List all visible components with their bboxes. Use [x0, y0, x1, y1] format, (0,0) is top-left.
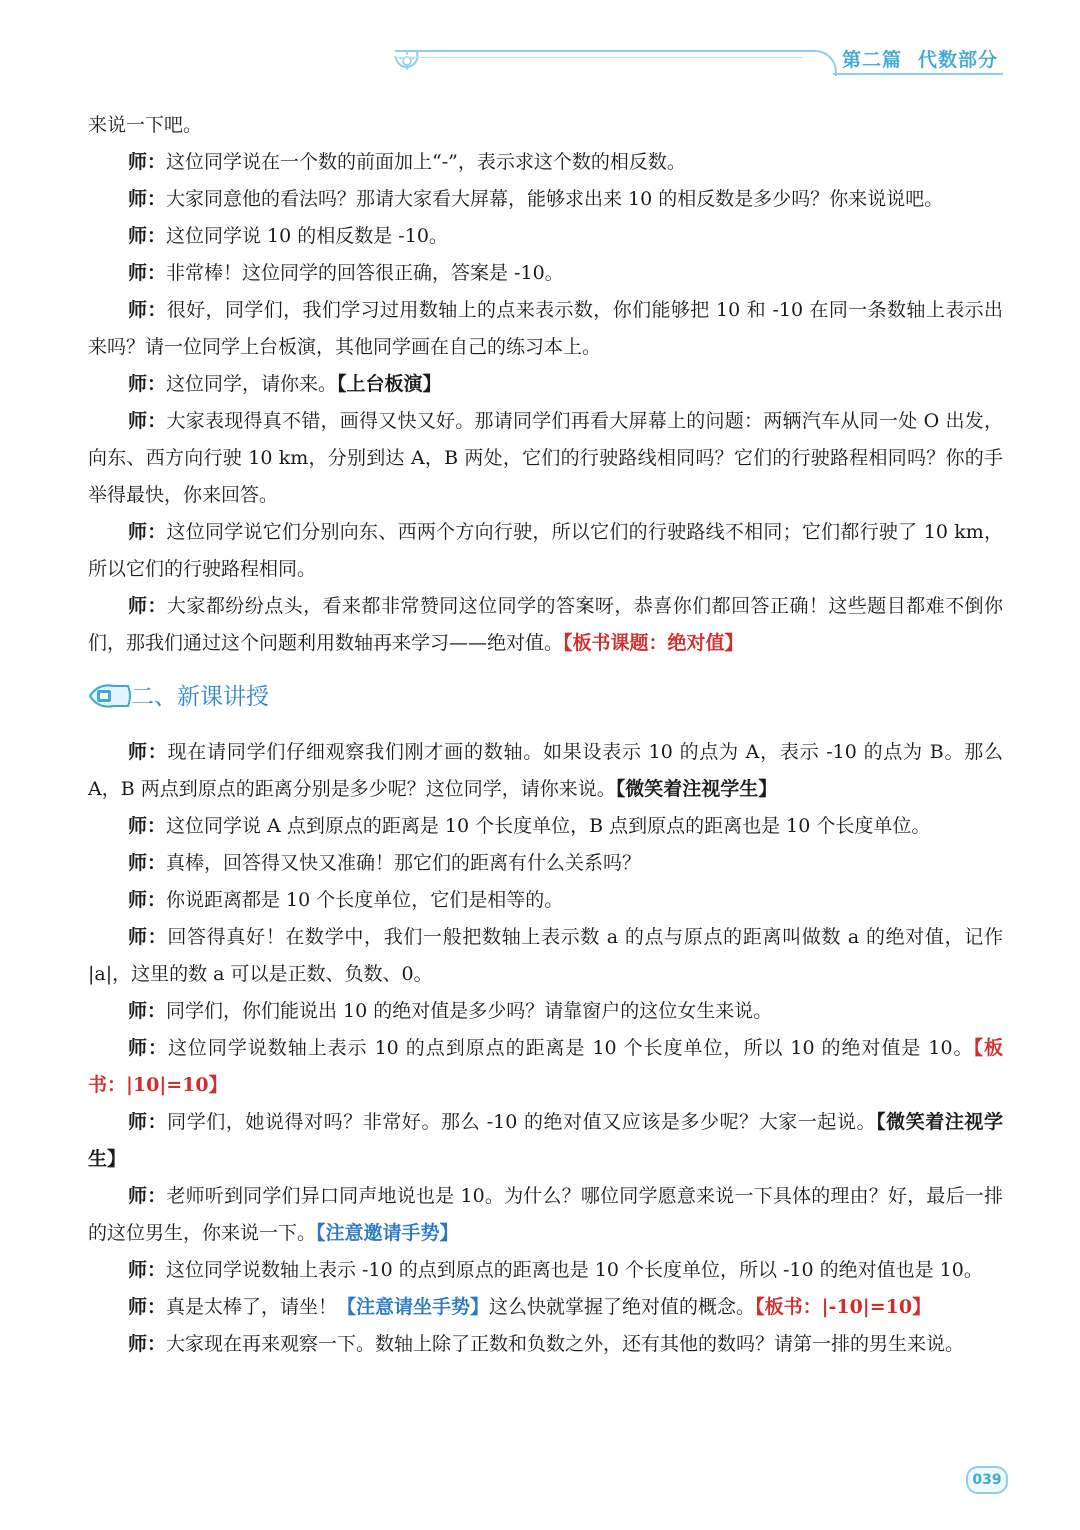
dialogue-paragraph [88, 882, 1003, 919]
dialogue-paragraph [88, 292, 1003, 366]
header-underline [833, 73, 1003, 75]
header-part: 第二篇 [842, 49, 903, 71]
dialogue-paragraph [88, 107, 1003, 144]
paragraph-text: 同学们，她说得对吗？非常好。那么 -10 的绝对值又应该是多少呢？大家一起说。 [167, 1111, 877, 1133]
blackboard-note: 【板书课题：绝对值】 [563, 632, 744, 654]
section-icon [88, 682, 132, 710]
speaker-label: 师： [128, 741, 168, 763]
dialogue-paragraph [88, 1104, 1003, 1178]
paragraph-text: 同学们，你们能说出 10 的绝对值是多少吗？请靠窗户的这位女生来说。 [166, 1000, 773, 1022]
header-section: 代数部分 [918, 49, 999, 71]
paragraph-text: 来说一下吧。 [88, 114, 203, 136]
paragraph-text: 老师听到同学们异口同声地说也是 10。为什么？哪位同学愿意来说一下具体的理由？好，最后一排的这位男生，你来说一下。 [88, 1185, 1003, 1244]
dialogue-paragraph [88, 1326, 1003, 1363]
dialogue-paragraph [88, 144, 1003, 181]
speaker-label: 师： [128, 373, 167, 395]
paragraph-tail: 这么快就掌握了绝对值的概念。 [489, 1296, 756, 1318]
speaker-label: 师： [128, 225, 167, 247]
paragraph-text: 这位同学说 A 点到原点的距离是 10 个长度单位，B 点到原点的距离也是 10 个长度单位。 [166, 815, 931, 837]
paragraph-text: 真是太棒了，请坐！ [166, 1296, 338, 1318]
page-header [0, 0, 1080, 110]
paragraph-text: 大家同意他的看法吗？那请大家看大屏幕，能够求出来 10 的相反数是多少吗？你来说说吧。 [166, 188, 944, 210]
speaker-label: 师： [128, 1111, 168, 1133]
dialogue-paragraph [88, 1178, 1003, 1252]
dialogue-paragraph [88, 181, 1003, 218]
paragraph-text: 很好，同学们，我们学习过用数轴上的点来表示数，你们能够把 10 和 -10 在同一条数轴上表示出来吗？请一位同学上台板演，其他同学画在自己的练习本上。 [88, 299, 1003, 358]
header-rule-curve [795, 50, 837, 76]
dialogue-paragraph [88, 734, 1003, 808]
speaker-label: 师： [128, 1333, 167, 1355]
header-rule [395, 50, 803, 52]
paragraph-text: 这位同学说在一个数的前面加上“-”，表示求这个数的相反数。 [166, 151, 686, 173]
speaker-label: 师： [128, 1000, 167, 1022]
dialogue-paragraph [88, 845, 1003, 882]
sun-icon [391, 50, 421, 74]
speaker-label: 师： [128, 1259, 167, 1281]
paragraph-text: 这位同学说 10 的相反数是 -10。 [166, 225, 448, 247]
dialogue-paragraph [88, 255, 1003, 292]
paragraph-text: 这位同学说数轴上表示 10 的点到原点的距离是 10 个长度单位，所以 10 的绝对值是 10。 [167, 1037, 974, 1059]
stage-note: 【微笑着注视学生】 [88, 1111, 1003, 1170]
speaker-label: 师： [128, 521, 167, 543]
speaker-label: 师： [128, 1185, 167, 1207]
dialogue-paragraph [88, 366, 1003, 403]
page-body [88, 107, 1003, 1363]
speaker-label: 师： [128, 188, 167, 210]
dialogue-paragraph [88, 1289, 1003, 1326]
paragraph-text: 回答得真好！在数学中，我们一般把数轴上表示数 a 的点与原点的距离叫做数 a 的绝对值，记作 |a|，这里的数 a 可以是正数、负数、0。 [88, 926, 1003, 985]
dialogue-paragraph [88, 808, 1003, 845]
blackboard-note: 【板书：|-10|=10】 [755, 1296, 932, 1318]
paragraph-text: 这位同学说数轴上表示 -10 的点到原点的距离也是 10 个长度单位，所以 -10 的绝对值也是 10。 [166, 1259, 983, 1281]
speaker-label: 师： [128, 595, 167, 617]
speaker-label: 师： [128, 1037, 168, 1059]
paragraph-text: 大家都纷纷点头，看来都非常赞同这位同学的答案呀，恭喜你们都回答正确！这些题目都难不倒你们，那我们通过这个问题利用数轴再来学习——绝对值。 [88, 595, 1003, 654]
speaker-label: 师： [128, 410, 167, 432]
dialogue-paragraph [88, 218, 1003, 255]
speaker-label: 师： [128, 852, 167, 874]
dialogue-paragraph [88, 403, 1003, 514]
paragraph-text: 这位同学说它们分别向东、西两个方向行驶，所以它们的行驶路线不相同；它们都行驶了 10 km，所以它们的行驶路程相同。 [88, 521, 1003, 580]
speaker-label: 师： [128, 889, 167, 911]
stage-note: 【微笑着注视学生】 [615, 778, 778, 800]
header-rule-thin [395, 57, 803, 58]
page-number: 039 [966, 1466, 1008, 1494]
dialogue-paragraph [88, 1030, 1003, 1104]
dialogue-paragraph [88, 993, 1003, 1030]
section-heading [88, 670, 1003, 726]
speaker-label: 师： [128, 815, 167, 837]
stage-note: 【上台板演】 [337, 373, 442, 395]
speaker-label: 师： [128, 926, 168, 948]
paragraph-text: 非常棒！这位同学的回答很正确，答案是 -10。 [166, 262, 564, 284]
dialogue-block-intro [88, 107, 1003, 662]
speaker-label: 师： [128, 262, 167, 284]
gesture-note: 【注意请坐手势】 [337, 1296, 490, 1318]
dialogue-paragraph [88, 588, 1003, 662]
speaker-label: 师： [128, 1296, 167, 1318]
speaker-label: 师： [128, 299, 167, 321]
section-title: 二、新课讲授 [131, 684, 269, 710]
paragraph-text: 你说距离都是 10 个长度单位，它们是相等的。 [166, 889, 564, 911]
header-title [842, 45, 998, 72]
dialogue-paragraph [88, 919, 1003, 993]
blackboard-note: 【板书：|10|=10】 [88, 1037, 1003, 1096]
speaker-label: 师： [128, 151, 167, 173]
dialogue-paragraph [88, 514, 1003, 588]
paragraph-text: 现在请同学们仔细观察我们刚才画的数轴。如果设表示 10 的点为 A，表示 -10 的点为 B。那么 A，B 两点到原点的距离分别是多少呢？这位同学，请你来说。 [88, 741, 1003, 800]
paragraph-text: 大家现在再来观察一下。数轴上除了正数和负数之外，还有其他的数吗？请第一排的男生来说。 [166, 1333, 965, 1355]
gesture-note: 【注意邀请手势】 [316, 1222, 459, 1244]
dialogue-paragraph [88, 1252, 1003, 1289]
paragraph-text: 大家表现得真不错，画得又快又好。那请同学们再看大屏幕上的问题：两辆汽车从同一处 O 出发，向东、西方向行驶 10 km，分别到达 A，B 两处，它们的行驶路线相同吗？它们的行驶路程相同吗？你的手举得最快，你来回答。 [88, 410, 1003, 506]
dialogue-block-lesson [88, 734, 1003, 1363]
paragraph-text: 真棒，回答得又快又准确！那它们的距离有什么关系吗？ [166, 852, 642, 874]
paragraph-text: 这位同学，请你来。 [166, 373, 338, 395]
